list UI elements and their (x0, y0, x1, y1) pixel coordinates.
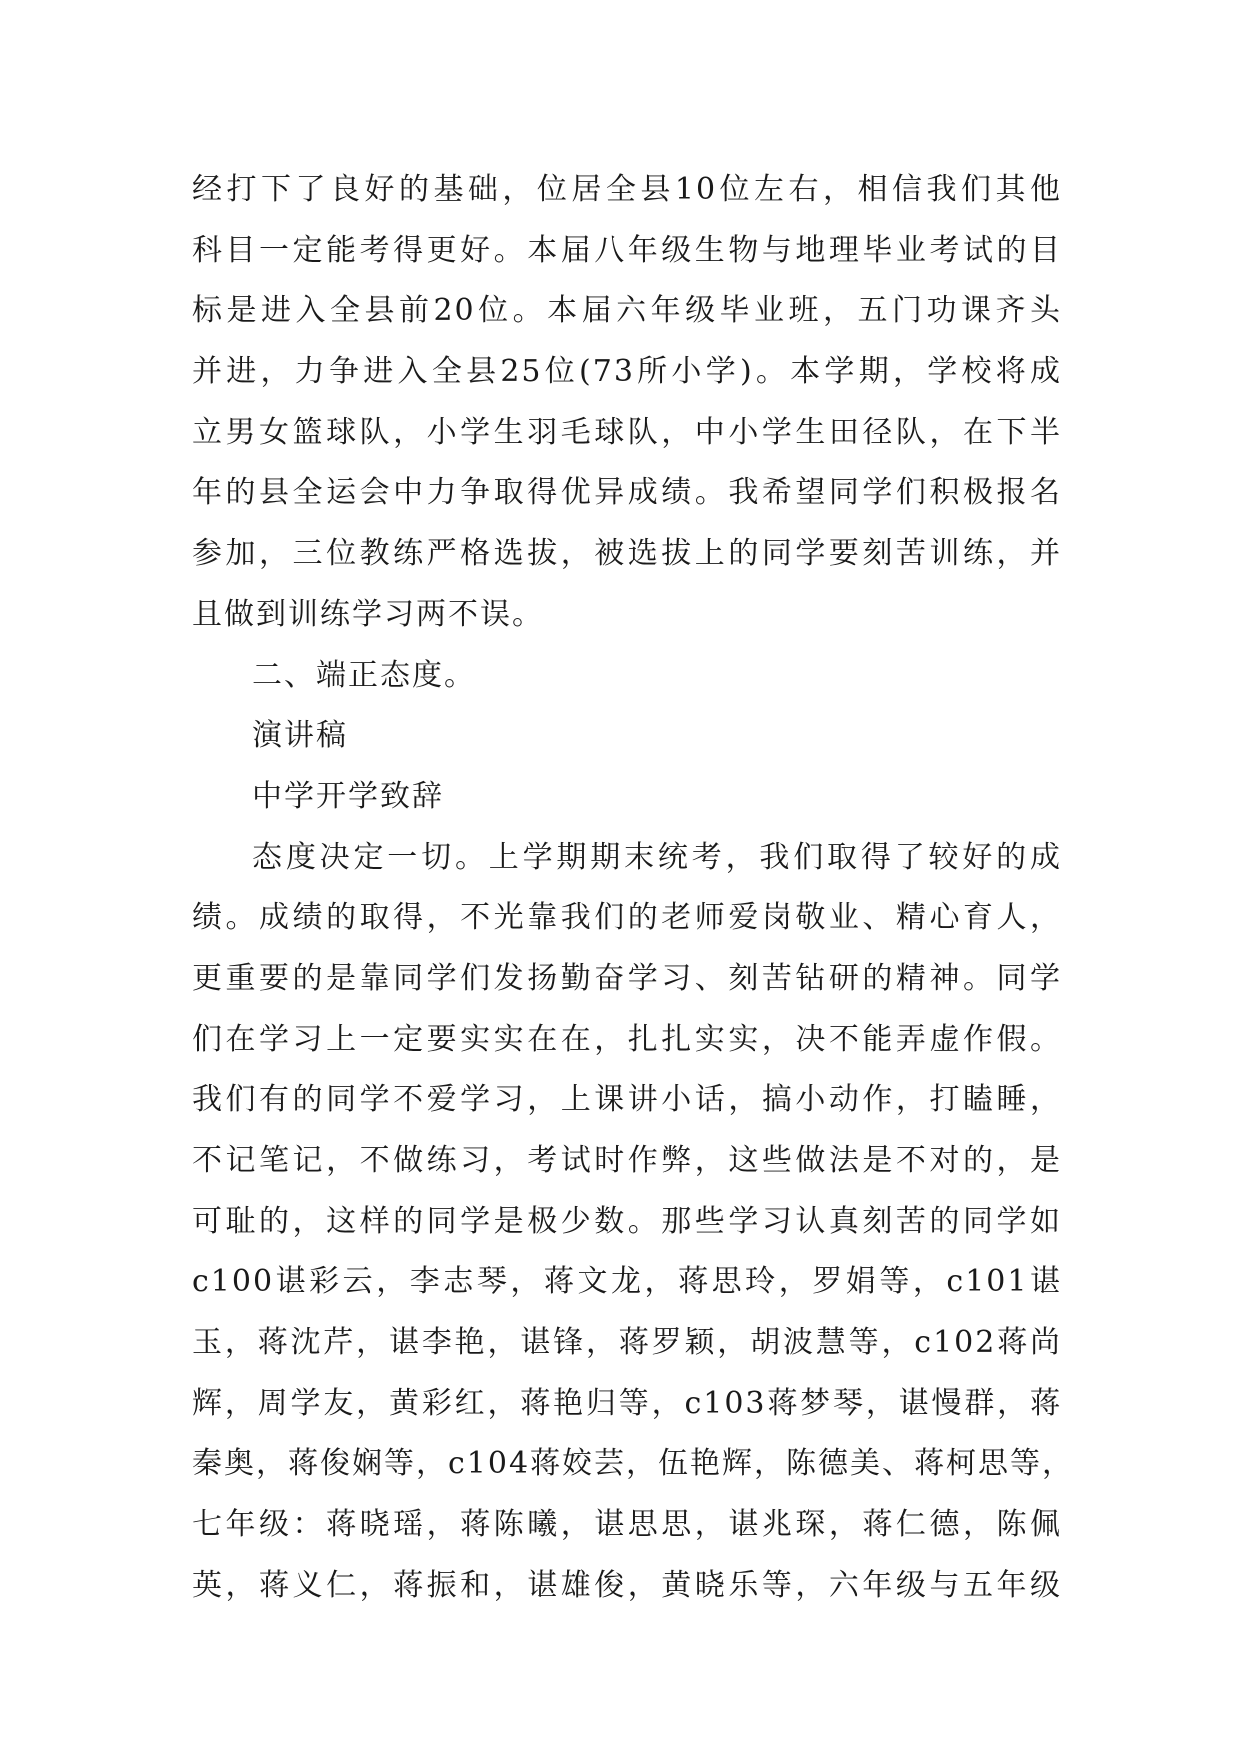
text-line: 立男女篮球队，小学生羽毛球队，中小学生田径队，在下半 (192, 414, 1062, 450)
text-line: 更重要的是靠同学们发扬勤奋学习、刻苦钻研的精神。同学 (192, 960, 1062, 996)
text-line: 参加，三位教练严格选拔，被选拔上的同学要刻苦训练，并 (192, 536, 1062, 572)
label-line: 中学开学致辞 (252, 778, 444, 814)
section-heading: 二、端正态度。 (252, 657, 476, 693)
text-line: 们在学习上一定要实实在在，扎扎实实，决不能弄虚作假。 (192, 1021, 1062, 1057)
text-line: 可耻的，这样的同学是极少数。那些学习认真刻苦的同学如 (192, 1203, 1062, 1239)
text-line: 年的县全运会中力争取得优异成绩。我希望同学们积极报名 (192, 475, 1062, 511)
text-line: 标是进入全县前20位。本届六年级毕业班，五门功课齐头 (192, 293, 1062, 329)
text-line: 英，蒋义仁，蒋振和，谌雄俊，黄晓乐等，六年级与五年级 (192, 1567, 1062, 1603)
text-line: 科目一定能考得更好。本届八年级生物与地理毕业考试的目 (192, 232, 1062, 268)
text-line: 绩。成绩的取得，不光靠我们的老师爱岗敬业、精心育人， (192, 900, 1062, 936)
text-line: 且做到训练学习两不误。 (192, 596, 544, 632)
text-line: 七年级：蒋晓瑶，蒋陈曦，谌思思，谌兆琛，蒋仁德，陈佩 (192, 1507, 1062, 1543)
text-line: 秦奥，蒋俊娴等，c104蒋姣芸，伍艳辉，陈德美、蒋柯思等， (192, 1446, 1075, 1482)
text-line: 不记笔记，不做练习，考试时作弊，这些做法是不对的，是 (192, 1143, 1062, 1178)
paragraph-start-line: 态度决定一切。上学期期末统考，我们取得了较好的成 (252, 839, 1062, 875)
text-line: 经打下了良好的基础，位居全县10位左右，相信我们其他 (192, 172, 1062, 207)
text-line: 并进，力争进入全县25位(73所小学)。本学期，学校将成 (192, 354, 1062, 390)
label-line: 演讲稿 (252, 718, 348, 754)
text-line: 辉，周学友，黄彩红，蒋艳归等，c103蒋梦琴，谌慢群，蒋 (192, 1385, 1062, 1421)
document-body (192, 160, 1075, 1617)
text-line: 玉，蒋沈芹，谌李艳，谌锋，蒋罗颖，胡波慧等，c102蒋尚 (192, 1325, 1062, 1361)
text-line: 我们有的同学不爱学习，上课讲小话，搞小动作，打瞌睡， (192, 1082, 1062, 1118)
text-line: c100谌彩云，李志琴，蒋文龙，蒋思玲，罗娟等，c101谌 (192, 1264, 1062, 1300)
